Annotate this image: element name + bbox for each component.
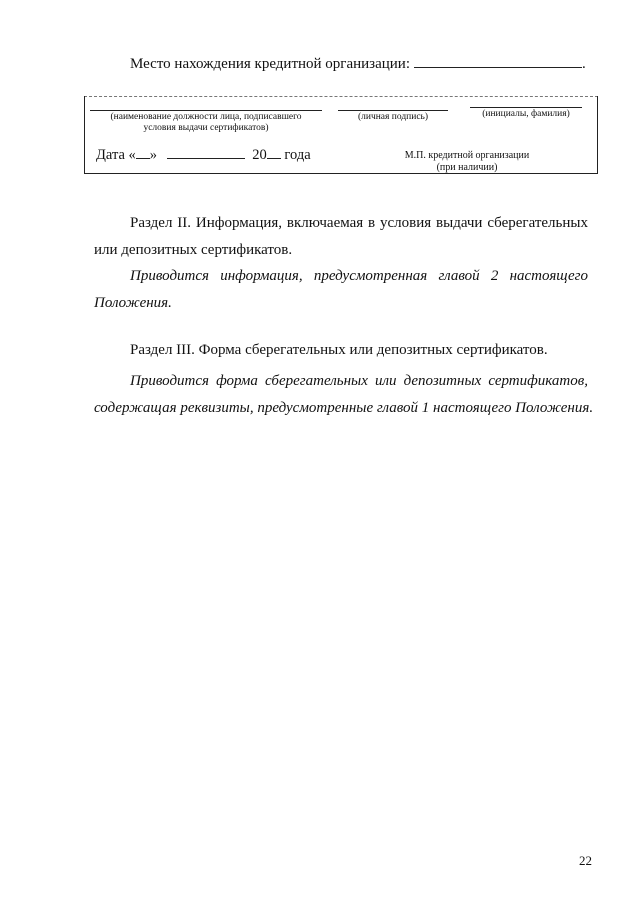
section3-note-line1: Приводится форма сберегательных или депозитных сертификатов, bbox=[130, 373, 588, 389]
personal-signature-rule bbox=[338, 110, 448, 111]
location-trailing: . bbox=[582, 56, 586, 72]
section3-note bbox=[94, 368, 594, 422]
section3-note-line2: содержащая реквизиты, предусмотренные главой 1 настоящего Положения. bbox=[94, 400, 594, 416]
position-caption-line2: условия выдачи сертификатов) bbox=[143, 123, 269, 133]
date-year-blank bbox=[267, 146, 281, 159]
section2-heading bbox=[94, 210, 588, 264]
section2-note bbox=[94, 263, 588, 317]
date-day-blank bbox=[136, 146, 150, 159]
date-month-blank bbox=[167, 146, 245, 159]
section2-heading-line1: Раздел II. Информация, включаемая в условия выдачи сберегательных bbox=[130, 215, 588, 231]
date-line bbox=[96, 146, 311, 164]
position-signature-rule bbox=[90, 110, 322, 111]
date-close-quote: » bbox=[149, 147, 158, 163]
page-number: 22 bbox=[579, 853, 592, 868]
name-caption: (инициалы, фамилия) bbox=[482, 109, 570, 119]
section2-note-line1: Приводится информация, предусмотренная главой 2 настоящего bbox=[130, 268, 588, 284]
date-year-suffix: года bbox=[284, 147, 311, 163]
location-label: Место нахождения кредитной организации: bbox=[130, 56, 410, 72]
name-signature-rule bbox=[470, 107, 582, 108]
credit-org-location-line bbox=[130, 54, 586, 73]
stamp-caption-line1: М.П. кредитной организации bbox=[404, 150, 530, 161]
position-caption-line1: (наименование должности лица, подписавшего bbox=[110, 112, 302, 122]
date-year-prefix: 20 bbox=[252, 147, 267, 163]
section2-note-line2: Положения. bbox=[94, 295, 172, 311]
section3-heading: Раздел III. Форма сберегательных или депозитных сертификатов. bbox=[130, 342, 548, 358]
date-prefix: Дата « bbox=[96, 147, 136, 163]
section2-heading-line2: или депозитных сертификатов. bbox=[94, 242, 293, 258]
location-blank bbox=[414, 54, 582, 68]
signature-caption: (личная подпись) bbox=[357, 112, 429, 122]
stamp-caption-line2: (при наличии) bbox=[436, 162, 498, 173]
